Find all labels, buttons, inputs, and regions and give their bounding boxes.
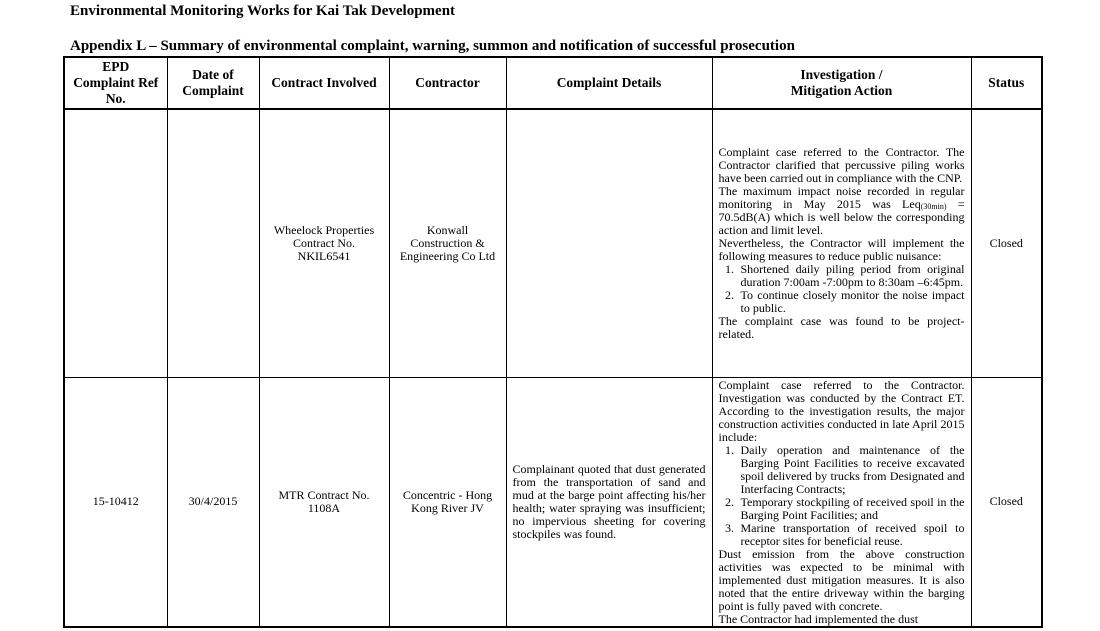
leq-text-a: The maximum impact noise recorded in regular monitoring in May 2015 was Leq <box>718 184 965 212</box>
cell-contractor: Konwall Construction & Engineering Co Ltd <box>389 109 506 377</box>
item-number: 2. <box>725 288 734 303</box>
cell-contract: MTR Contract No. 1108A <box>259 377 389 627</box>
cell-contractor: Concentric - Hong Kong River JV <box>389 377 506 627</box>
col-header-status: Status <box>971 57 1042 109</box>
header-row <box>64 57 1042 109</box>
cell-ref: 15-10412 <box>64 377 167 627</box>
item-number: 2. <box>725 494 734 509</box>
cell-investigation <box>712 377 971 627</box>
activity-item <box>719 496 965 522</box>
leq-text-b: = 70.5dB(A) which is well below the corresponding action and limit level. <box>718 197 965 238</box>
col-header-investigation <box>712 57 971 109</box>
cell-investigation <box>712 109 971 377</box>
investigation-para: Complaint case referred to the Contractor. Investigation was conducted by the Contract ET. According to the investigation results, the major construction activities conducted in late April 2015 include: <box>718 377 965 444</box>
cell-details <box>506 109 712 377</box>
item-text: To continue closely monitor the noise impact to public. <box>740 288 965 316</box>
complaint-table <box>63 56 1043 628</box>
investigation-para: Nevertheless, the Contractor will implement the following measures to reduce public nuisance: <box>718 236 965 264</box>
activity-item <box>719 522 965 548</box>
measure-item <box>719 289 965 315</box>
item-number: 1. <box>725 442 734 457</box>
cell-contract: Wheelock Properties Contract No. NKIL6541 <box>259 109 389 377</box>
item-text: Marine transportation of received spoil to receptor sites for beneficial reuse. <box>740 520 965 548</box>
col-header-ref: EPD Complaint Ref No. <box>64 57 167 109</box>
col-header-date: Date of Complaint <box>167 57 259 109</box>
cell-date <box>167 109 259 377</box>
col-header-contract: Contract Involved <box>259 57 389 109</box>
investigation-para: The complaint case was found to be project-related. <box>718 314 965 342</box>
table-row <box>64 109 1042 377</box>
col-header-details: Complaint Details <box>506 57 712 109</box>
cell-date: 30/4/2015 <box>167 377 259 627</box>
item-text: Shortened daily piling period from original duration 7:00am -7:00pm to 8:30am –6:45pm. <box>740 262 965 290</box>
item-text: Daily operation and maintenance of the Barging Point Facilities to receive excavated spoil delivered by trucks from Designated and Interfacing Contracts; <box>740 442 965 496</box>
details-text: Complainant quoted that dust generated from the transportation of sand and mud at the barge point affecting his/her health; water spraying was insufficient; no impervious sheeting for covering stockpiles was found. <box>512 461 706 541</box>
col-header-contractor: Contractor <box>389 57 506 109</box>
appendix-title: Appendix L – Summary of environmental complaint, warning, summon and notification of successful prosecution <box>70 38 795 54</box>
investigation-para: The Contractor had implemented the dust <box>718 611 919 626</box>
item-number: 3. <box>725 520 734 535</box>
leq-subscript: (30min) <box>920 202 947 212</box>
activity-item <box>719 444 965 496</box>
cell-status: Closed <box>971 377 1042 627</box>
investigation-para: Complaint case referred to the Contractor. The Contractor clarified that percussive piling works have been carried out in compliance with the CNP. <box>718 145 965 186</box>
table-row <box>64 377 1042 627</box>
measure-item <box>719 263 965 289</box>
document-title: Environmental Monitoring Works for Kai Tak Development <box>70 3 456 19</box>
cell-details <box>506 377 712 627</box>
cell-status: Closed <box>971 109 1042 377</box>
investigation-para: Dust emission from the above construction activities was expected to be minimal with implemented dust mitigation measures. It is also noted that the entire driveway within the barging point is fully paved with concrete. <box>718 546 965 613</box>
investigation-header-line2: Mitigation Action <box>790 83 893 98</box>
investigation-header-line1: Investigation / <box>800 67 883 82</box>
item-text: Temporary stockpiling of received spoil in the Barging Point Facilities; and <box>740 494 965 522</box>
cell-ref <box>64 109 167 377</box>
investigation-para-leq <box>719 185 965 237</box>
item-number: 1. <box>725 262 734 277</box>
